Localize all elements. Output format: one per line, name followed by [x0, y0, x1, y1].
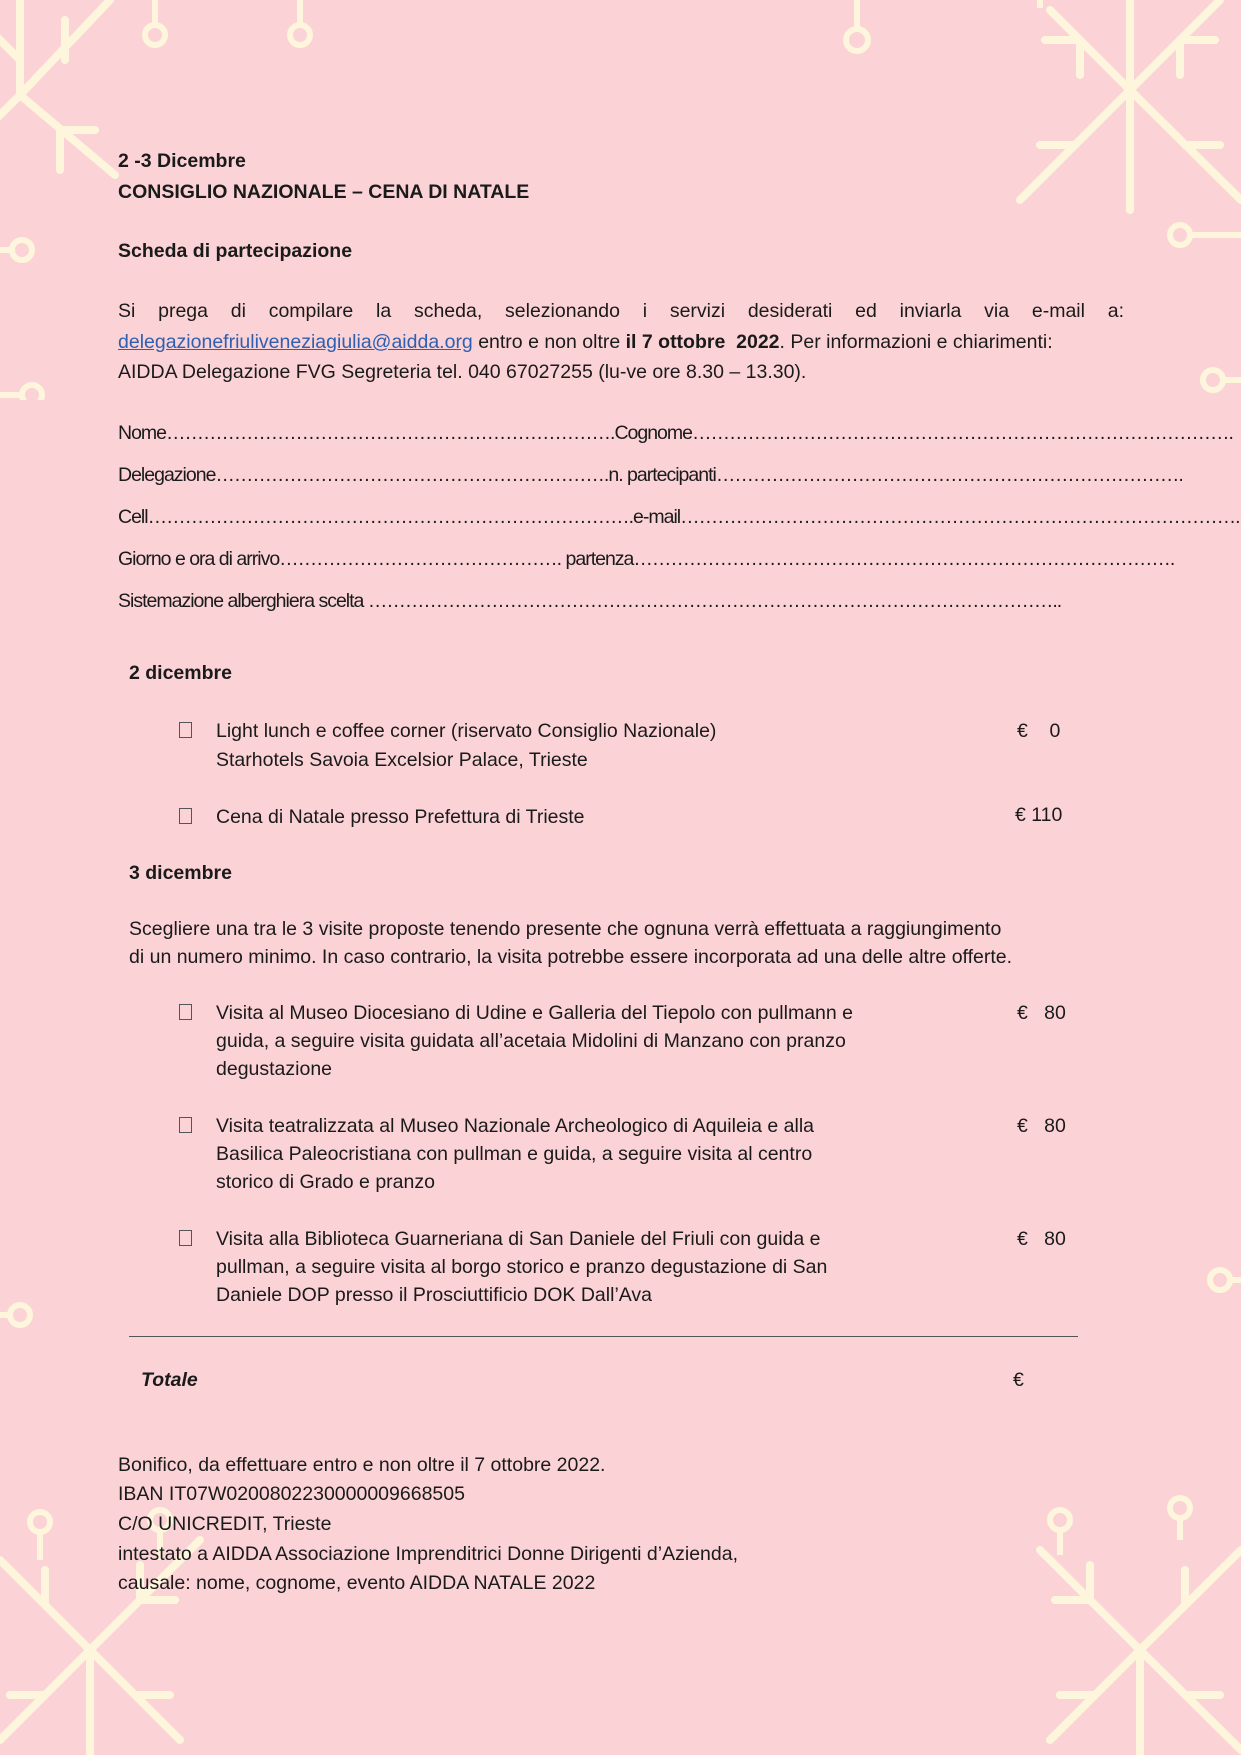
- visita-san-daniele-line: Visita alla Biblioteca Guarneriana di San Daniele del Friuli con guida e: [216, 1228, 821, 1250]
- visita-san-daniele-line: Daniele DOP presso il Prosciuttificio DOK Dall’Ava: [216, 1284, 653, 1306]
- field-row-cell: [118, 502, 1240, 532]
- hotel-field[interactable]: Sistemazione alberghiera scelta …………………………………………………………………………………………………..: [118, 590, 1062, 612]
- intro-line-3: AIDDA Delegazione FVG Segreteria tel. 040 67027255 (lu-ve ore 8.30 – 13.30).: [118, 361, 807, 383]
- intro-line-1: Si prega di compilare la scheda, selezionando i servizi desiderati ed inviarla via e-mail a:: [118, 300, 1124, 322]
- day2-heading: 3 dicembre: [129, 862, 232, 884]
- total-divider: [129, 1336, 1078, 1337]
- visita-aquileia-line: Basilica Paleocristiana con pullman e guida, a seguire visita al centro: [216, 1143, 813, 1165]
- partecipanti-field[interactable]: n. partecipanti………………………………………………………………….: [608, 464, 1183, 486]
- cognome-field[interactable]: Cognome…………………………………………………………………………….: [614, 422, 1233, 444]
- visita-udine-price: € 80: [1017, 1002, 1066, 1024]
- bank: C/O UNICREDIT, Trieste: [118, 1513, 332, 1535]
- visita-san-daniele-price: € 80: [1017, 1228, 1066, 1250]
- day2-note-line-2: di un numero minimo. In caso contrario, la visita potrebbe essere incorporata ad una delle altre offerte.: [129, 946, 1013, 968]
- iban: IBAN IT07W0200802230000009668505: [118, 1483, 465, 1505]
- contact-email-link[interactable]: delegazionefriuliveneziagiulia@aidda.org: [118, 331, 473, 353]
- beneficiary: intestato a AIDDA Associazione Imprenditrici Donne Dirigenti d’Azienda,: [118, 1543, 738, 1565]
- day2-note-line-1: Scegliere una tra le 3 visite proposte tenendo presente che ognuna verrà effettuata a raggiungimento: [129, 918, 1002, 940]
- arrivo-field[interactable]: Giorno e ora di arrivo……………………………………….: [118, 548, 566, 570]
- light-lunch-location: Starhotels Savoia Excelsior Palace, Trieste: [216, 749, 588, 771]
- visita-san-daniele-checkbox[interactable]: [179, 1230, 192, 1246]
- light-lunch-price: € 0: [1017, 720, 1061, 742]
- intro-line-2: [118, 327, 1053, 357]
- payment-reason: causale: nome, cognome, evento AIDDA NATALE 2022: [118, 1572, 596, 1594]
- light-lunch-label: Light lunch e coffee corner (riservato Consiglio Nazionale): [216, 720, 717, 742]
- cena-natale-label: Cena di Natale presso Prefettura di Trieste: [216, 806, 585, 828]
- visita-aquileia-price: € 80: [1017, 1115, 1066, 1137]
- field-row-nome: [118, 418, 1233, 448]
- payment-line: Bonifico, da effettuare entro e non oltre il 7 ottobre 2022.: [118, 1454, 606, 1476]
- visita-aquileia-line: storico di Grado e pranzo: [216, 1171, 435, 1193]
- total-currency: €: [1013, 1369, 1024, 1391]
- event-dates: 2 -3 Dicembre: [118, 150, 246, 172]
- form-title: Scheda di partecipazione: [118, 240, 353, 262]
- intro-line-2-mid: entro e non oltre: [472, 331, 626, 353]
- day1-heading: 2 dicembre: [129, 662, 232, 684]
- visita-udine-checkbox[interactable]: [179, 1004, 192, 1020]
- delegazione-field[interactable]: Delegazione……………………………………………………….: [118, 464, 609, 486]
- visita-aquileia-line: Visita teatralizzata al Museo Nazionale Archeologico di Aquileia e alla: [216, 1115, 814, 1137]
- event-title: CONSIGLIO NAZIONALE – CENA DI NATALE: [118, 181, 530, 203]
- visita-udine-line: guida, a seguire visita guidata all’acetaia Midolini di Manzano con pranzo: [216, 1030, 846, 1052]
- cell-field[interactable]: Cell…………………………………………………………………….: [118, 506, 634, 528]
- visita-san-daniele-line: pullman, a seguire visita al borgo storico e pranzo degustazione di San: [216, 1256, 828, 1278]
- light-lunch-checkbox[interactable]: [179, 722, 192, 738]
- email-field[interactable]: e-mail……………………………………………………………………………….: [633, 506, 1240, 528]
- cena-natale-price: € 110: [1015, 804, 1063, 826]
- field-row-arrivo: [118, 544, 1174, 574]
- partenza-field[interactable]: partenza…………………………………………………………………………….: [565, 548, 1175, 570]
- field-row-delegazione: [118, 460, 1183, 490]
- intro-line-2-end: . Per informazioni e chiarimenti:: [779, 331, 1053, 353]
- visita-udine-line: Visita al Museo Diocesiano di Udine e Galleria del Tiepolo con pullmann e: [216, 1002, 854, 1024]
- visita-udine-line: degustazione: [216, 1058, 333, 1080]
- cena-natale-checkbox[interactable]: [179, 808, 192, 824]
- deadline: il 7 ottobre 2022: [625, 331, 780, 353]
- total-label: Totale: [141, 1369, 198, 1391]
- nome-field[interactable]: Nome……………………………………………………………….: [118, 422, 615, 444]
- visita-aquileia-checkbox[interactable]: [179, 1117, 192, 1133]
